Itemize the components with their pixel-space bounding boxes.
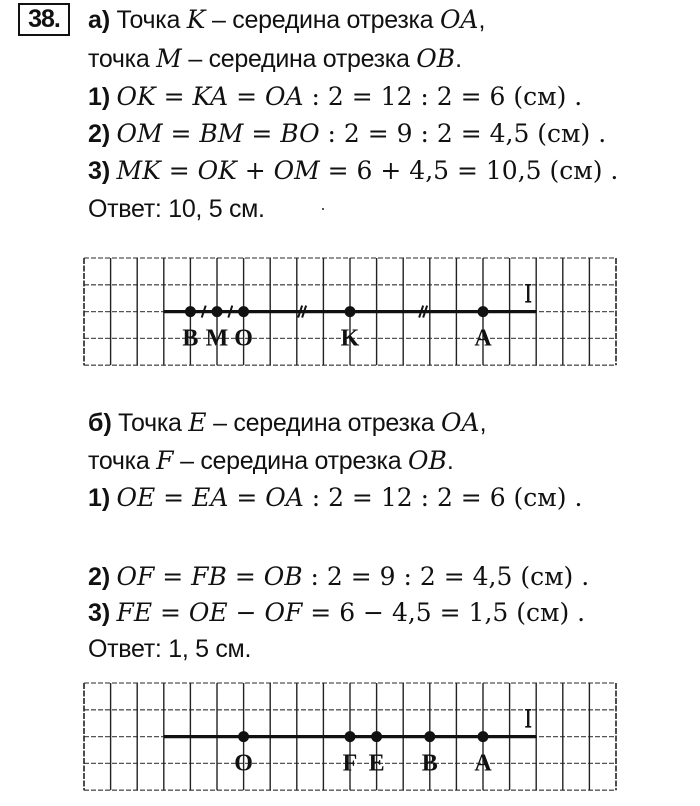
part-a-answer: Ответ: 10, 5 см.: [88, 195, 265, 223]
part-a-label: а): [88, 6, 111, 34]
part-a-number-line-figure: [0, 250, 700, 375]
point-k: [345, 306, 356, 317]
part-b-step-1: 1) OE = EA = OA : 2 = 12 : 2 = 6 (см) .: [88, 483, 583, 512]
part-a-step-3: 3) MK = OK + OM = 6 + 4,5 = 10,5 (см) .: [88, 156, 619, 185]
point-label-a: A: [474, 750, 492, 777]
stray-dot: [322, 208, 324, 210]
point-a: [478, 306, 489, 317]
part-b-line-2: точка F – середина отрезка OB.: [88, 446, 454, 475]
point-label-e: E: [368, 750, 385, 777]
part-b-number-line-figure: [0, 675, 700, 800]
part-b-answer: Ответ: 1, 5 см.: [88, 635, 252, 663]
point-label-o: O: [234, 325, 253, 352]
point-label-b: B: [421, 750, 438, 777]
part-b-step-2: 2) OF = FB = OB : 2 = 9 : 2 = 4,5 (см) .: [88, 562, 590, 591]
part-a-step-2: 2) OM = BM = BO : 2 = 9 : 2 = 4,5 (см) .: [88, 119, 607, 148]
point-m: [212, 306, 223, 317]
point-label-o: O: [234, 750, 253, 777]
point-label-f: F: [342, 750, 358, 777]
part-a-step-1: 1) OK = KA = OA : 2 = 12 : 2 = 6 (см) .: [88, 82, 583, 111]
part-b-step-3: 3) FE = OE − OF = 6 − 4,5 = 1,5 (см) .: [88, 598, 586, 627]
part-a-line-2: точка M – середина отрезка OB.: [88, 44, 462, 73]
problem-number: 38.: [18, 3, 70, 36]
point-b: [424, 731, 435, 742]
point-a: [478, 731, 489, 742]
point-e: [371, 731, 382, 742]
point-o: [238, 306, 249, 317]
point-label-k: K: [340, 325, 360, 352]
part-b-label: б): [88, 409, 112, 437]
point-label-m: M: [205, 325, 229, 352]
part-b-line-1: б) Точка E – середина отрезка OA,: [88, 408, 487, 437]
point-f: [345, 731, 356, 742]
point-label-a: A: [474, 325, 492, 352]
point-o: [238, 731, 249, 742]
point-label-b: B: [182, 325, 199, 352]
part-a-line-1: а) Точка K – середина отрезка OA,: [88, 5, 486, 34]
point-b: [185, 306, 196, 317]
